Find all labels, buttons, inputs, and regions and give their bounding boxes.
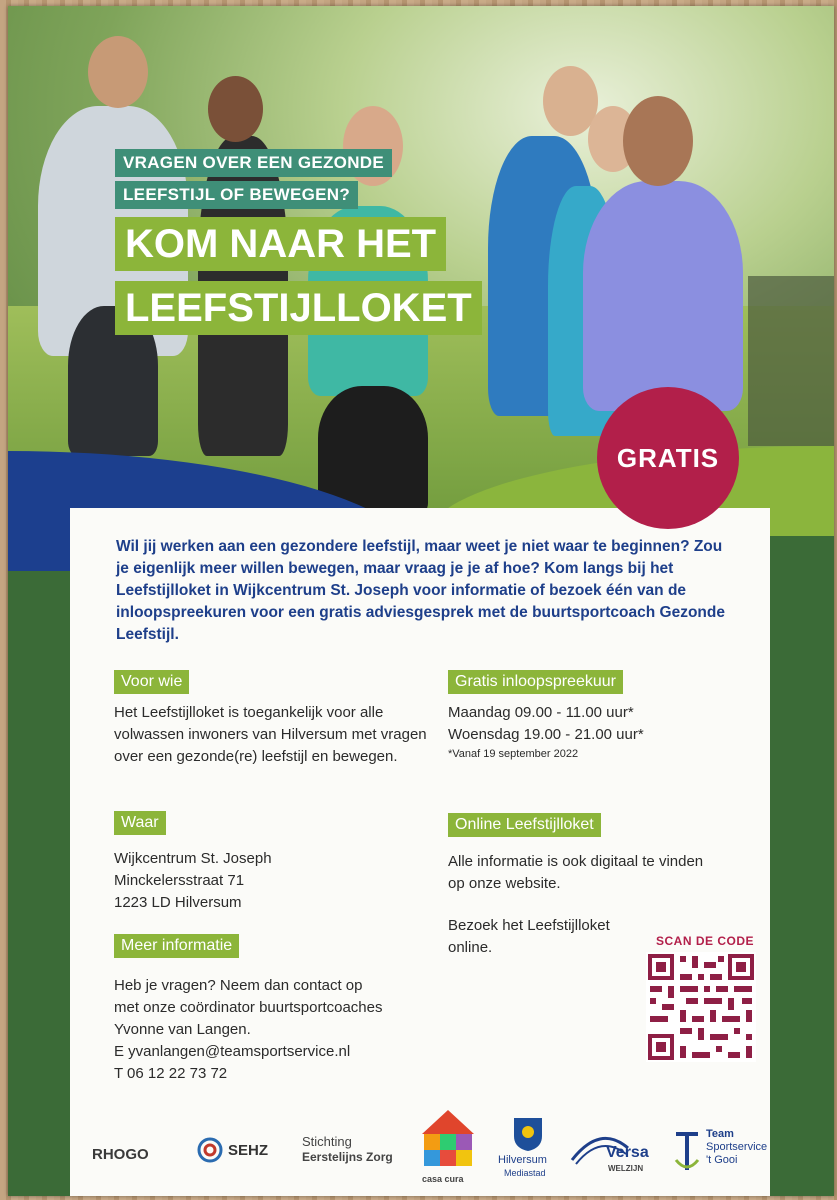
versa-logo: Versa <box>606 1144 649 1161</box>
gooi-text: 't Gooi <box>706 1154 738 1166</box>
title-line-1: KOM NAAR HET <box>115 217 446 271</box>
hilversum-logo: Hilversum <box>498 1154 547 1166</box>
intro-text: Wil jij werken aan een gezondere leefstijl, maar weet je niet waar te beginnen? Zou je eigenlijk meer willen bewegen, maar vraag je je af hoe? Kom langs bij het Leefstijlloket in Wijkcentrum St. Joseph voor informatie of bezoek één van de inloopspreekuren voor een gratis adviesgesprek met de buurtsportcoach Gezonde Leefstijl. <box>116 538 725 643</box>
gratis-badge: GRATIS <box>597 387 739 529</box>
question-line-2: LEEFSTIJL OF BEWEGEN? <box>115 181 358 209</box>
team-sportservice-icon <box>672 1130 702 1179</box>
hilversum-crest-icon <box>512 1116 544 1157</box>
online-heading: Online Leefstijlloket <box>448 813 601 837</box>
phone-text[interactable]: T 06 12 22 73 72 <box>114 1065 228 1082</box>
waar-heading: Waar <box>114 811 166 835</box>
waar-line-2: Minckelersstraat 71 <box>114 872 245 889</box>
question-line-1: VRAGEN OVER EEN GEZONDE <box>115 149 392 177</box>
meer-info-heading: Meer informatie <box>114 934 239 958</box>
online-text-2: Bezoek het Leefstijlloket online. <box>448 917 610 956</box>
title-line-2: LEEFSTIJLLOKET <box>115 281 482 335</box>
team-text: Team <box>706 1128 734 1140</box>
spreekuur-note: *Vanaf 19 september 2022 <box>448 748 579 760</box>
meer-line-1: Heb je vragen? Neem dan contact op <box>114 977 363 994</box>
email-text[interactable]: E yvanlangen@teamsportservice.nl <box>114 1043 351 1060</box>
voor-wie-heading: Voor wie <box>114 670 189 694</box>
online-text-1: Alle informatie is ook digitaal te vinden op onze website. <box>448 853 704 892</box>
waar-line-1: Wijkcentrum St. Joseph <box>114 850 272 867</box>
meer-line-2: met onze coördinator buurtsportcoaches <box>114 999 383 1016</box>
stichting-text: Stichting <box>302 1134 352 1149</box>
info-card <box>70 508 770 1196</box>
welzijn-text: WELZIJN <box>608 1164 644 1173</box>
sponsor-logos <box>70 1108 770 1188</box>
sehz-logo: SEHZ <box>228 1142 269 1159</box>
voor-wie-text: Het Leefstijlloket is toegankelijk voor alle volwassen inwoners van Hilversum met vragen over een gezonde(re) leefstijl en bewegen. <box>114 704 427 765</box>
qr-code-icon[interactable] <box>646 952 756 1062</box>
sehz-icon <box>196 1136 224 1169</box>
spreekuur-line-1: Maandag 09.00 - 11.00 uur* <box>448 704 634 721</box>
scan-code-label: SCAN DE CODE <box>656 934 755 948</box>
sportservice-text: Sportservice <box>706 1141 768 1153</box>
spreekuur-line-2: Woensdag 19.00 - 21.00 uur* <box>448 726 644 743</box>
mediastad-text: Mediastad <box>504 1168 546 1178</box>
casa-cura-icon <box>420 1108 476 1172</box>
waar-line-3: 1223 LD Hilversum <box>114 894 242 911</box>
eerstelijns-zorg-logo: Eerstelijns Zorg <box>302 1150 393 1164</box>
flyer <box>8 6 834 1196</box>
spreekuur-heading: Gratis inloopspreekuur <box>448 670 623 694</box>
casa-cura-logo: casa cura <box>422 1174 464 1184</box>
rhogo-logo: RHOGO <box>92 1146 149 1163</box>
meer-line-3: Yvonne van Langen. <box>114 1021 251 1038</box>
